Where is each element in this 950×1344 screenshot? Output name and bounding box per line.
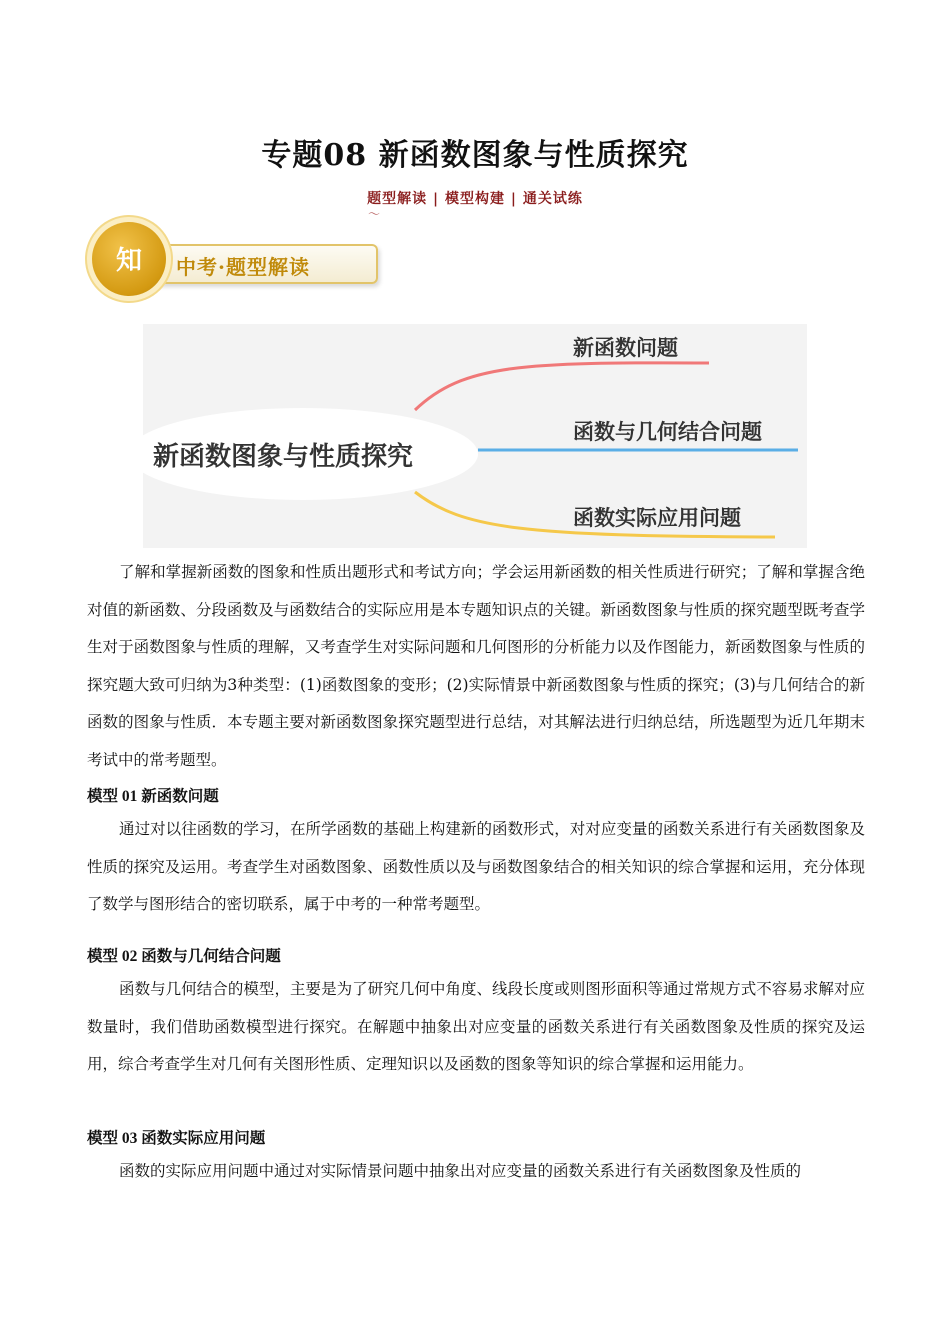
page-title: 专题08 新函数图象与性质探究 — [261, 138, 689, 173]
model-text-3: 函数的实际应用问题中通过对实际情景问题中抽象出对应变量的函数关系进行有关函数图象及性质的 — [119, 1162, 802, 1180]
model-paragraph-1 — [87, 811, 865, 924]
section-badge-label: 中考·题型解读 — [176, 255, 310, 279]
mindmap-branch-1: 新函数问题 — [573, 336, 678, 360]
section-badge — [92, 222, 382, 302]
mindmap-figure — [143, 324, 807, 548]
intro-paragraph — [87, 554, 865, 779]
section-badge-bar — [154, 244, 378, 284]
mindmap-branch-3: 函数实际应用问题 — [573, 506, 741, 530]
model-paragraph-3 — [87, 1153, 865, 1191]
mindmap-branch-line-1 — [415, 363, 709, 410]
model-heading-1: 模型 01 新函数问题 — [87, 788, 219, 805]
intro-text: 了解和掌握新函数的图象和性质出题形式和考试方向；学会运用新函数的相关性质进行研究；了解和掌握含绝对值的新函数、分段函数及与函数结合的实际应用是本专题知识点的关键。新函数图象与性质的探究题型既考查学生对于函数图象与性质的理解，又考查学生对实际问题和几何图形的分析能力以及作图能力，新函数图象与性质的探究题大致可归纳为3种类型：(1)函数图象的变形；(2)实际情景中新函数图象与性质的探究；(3)与几何结合的新函数的图象与性质．本专题主要对新函数图象探究题型进行总结，对其解法进行归纳总结，所选题型为近几年期末考试中的常考题型。 — [87, 563, 865, 769]
model-paragraph-2 — [87, 971, 865, 1084]
model-heading-3: 模型 03 函数实际应用问题 — [87, 1130, 266, 1147]
section-badge-char: 知 — [115, 246, 142, 276]
model-text-1: 通过对以往函数的学习，在所学函数的基础上构建新的函数形式，对对应变量的函数关系进行有关函数图象及性质的探究及运用。考查学生对函数图象、函数性质以及与函数图象结合的相关知识的综合掌握和运用，充分体现了数学与图形结合的密切联系，属于中考的一种常考题型。 — [87, 820, 865, 913]
mindmap-branch-2: 函数与几何结合问题 — [573, 420, 762, 444]
model-text-2: 函数与几何结合的模型，主要是为了研究几何中角度、线段长度或则图形面积等通过常规方式不容易求解对应数量时，我们借助函数模型进行探究。在解题中抽象出对应变量的函数关系进行有关函数图象及性质的探究及运用，综合考查学生对几何有关图形性质、定理知识以及函数的图象等知识的综合掌握和运用能力。 — [87, 980, 865, 1073]
model-heading-2: 模型 02 函数与几何结合问题 — [87, 948, 281, 965]
section-badge-circle — [92, 222, 166, 296]
mindmap-central-node: 新函数图象与性质探究 — [153, 442, 414, 472]
page-subtitle: 题型解读 | 模型构建 | 通关试练 — [367, 191, 583, 207]
decorative-swirl-icon: 〜 — [368, 207, 381, 221]
